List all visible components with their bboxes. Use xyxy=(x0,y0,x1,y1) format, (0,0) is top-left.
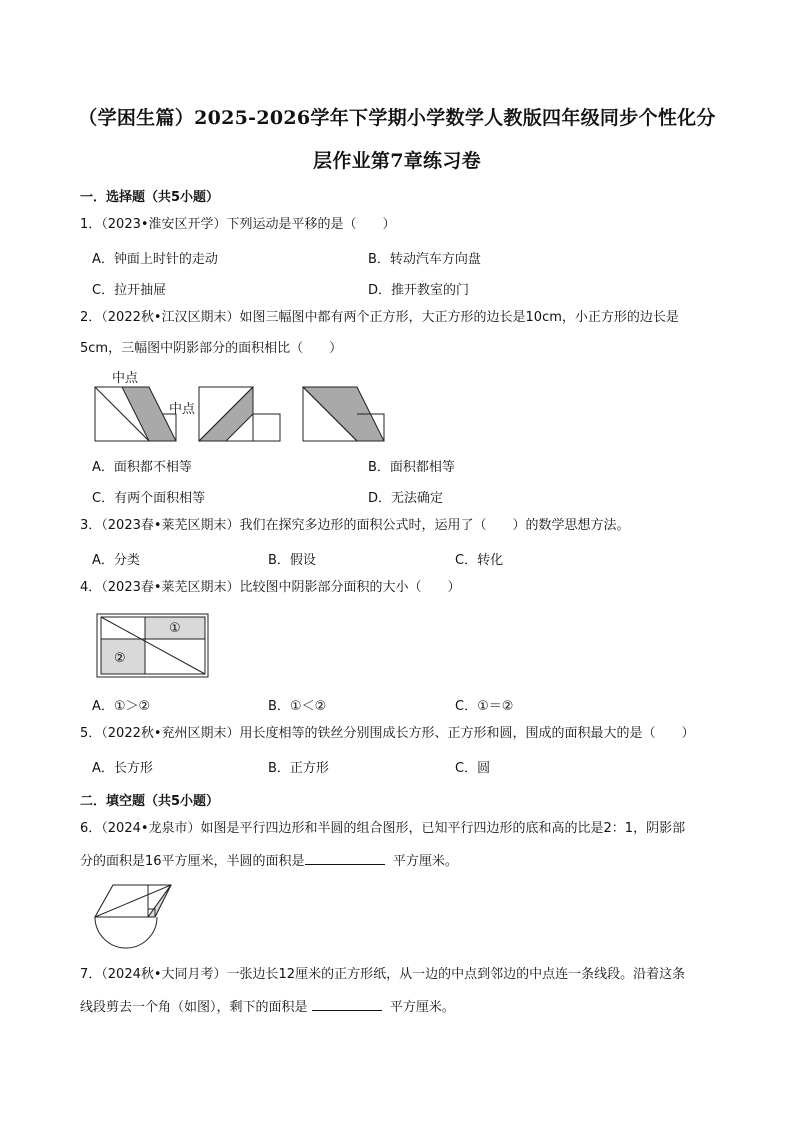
question-7-line-1: 7．（2024秋•大同月考）一张边长12厘米的正方形纸，从一边的中点到邻边的中点连一条线段。沿着这条 xyxy=(80,967,686,982)
q1-option-d: D．推开教室的门 xyxy=(368,283,470,298)
q5-option-b: B．正方形 xyxy=(268,761,329,776)
q3-option-a: A．分类 xyxy=(92,553,140,568)
page-title-line-2: 层作业第7章练习卷 xyxy=(313,150,481,172)
q2-option-a: A．面积都不相等 xyxy=(92,460,192,475)
page-title-line-1: （学困生篇）2025-2026学年下学期小学数学人教版四年级同步个性化分 xyxy=(78,107,716,129)
q4-label-1: ① xyxy=(169,621,181,636)
section-heading-fill: 二．填空题（共5小题） xyxy=(80,794,220,809)
q1-option-c: C．拉开抽屉 xyxy=(92,283,167,298)
q7-answer-blank[interactable] xyxy=(312,998,382,1011)
q6-line2-suffix: 平方厘米。 xyxy=(392,854,458,869)
question-2-line-2: 5cm，三幅图中阴影部分的面积相比（ ） xyxy=(80,341,343,356)
q7-line2-prefix: 线段剪去一个角（如图），剩下的面积是 xyxy=(80,1000,308,1015)
q2-midpoint-label-top: 中点 xyxy=(112,371,139,386)
q2-option-b: B．面积都相等 xyxy=(368,460,455,475)
question-5-text: 5．（2022秋•兖州区期末）用长度相等的铁丝分别围成长方形、正方形和圆，围成的面积最大的是（ ） xyxy=(80,726,695,741)
q2-midpoint-label-side: 中点 xyxy=(169,402,196,417)
q7-line2-suffix: 平方厘米。 xyxy=(389,1000,455,1015)
q5-option-c: C．圆 xyxy=(455,761,491,776)
section-heading-choice: 一．选择题（共5小题） xyxy=(80,190,220,205)
q6-line2-prefix: 分的面积是16平方厘米，半圆的面积是 xyxy=(80,854,305,869)
q4-option-b: B．①＜② xyxy=(268,699,327,714)
q4-label-2: ② xyxy=(114,651,126,666)
q3-option-b: B．假设 xyxy=(268,553,316,568)
q3-option-c: C．转化 xyxy=(455,553,504,568)
q2-option-c: C．有两个面积相等 xyxy=(92,491,206,506)
question-1-text: 1．（2023•淮安区开学）下列运动是平移的是（ ） xyxy=(80,217,396,232)
q1-option-a: A．钟面上时针的走动 xyxy=(92,252,218,267)
q4-option-a: A．①＞② xyxy=(92,699,151,714)
question-4-text: 4．（2023春•莱芜区期末）比较图中阴影部分面积的大小（ ） xyxy=(80,580,461,595)
q2-option-d: D．无法确定 xyxy=(368,491,444,506)
q4-option-c: C．①＝② xyxy=(455,699,514,714)
question-7-line-2 xyxy=(80,998,720,1016)
question-2-line-1: 2．（2022秋•江汉区期末）如图三幅图中都有两个正方形，大正方形的边长是10cm，小正方形的边长是 xyxy=(80,310,679,325)
question-3-text: 3．（2023春•莱芜区期末）我们在探究多边形的面积公式时，运用了（ ）的数学思想方法。 xyxy=(80,518,630,533)
q5-option-a: A．长方形 xyxy=(92,761,153,776)
question-6-line-1: 6．（2024•龙泉市）如图是平行四边形和半圆的组合图形，已知平行四边形的底和高的比是2：1，阴影部 xyxy=(80,821,686,836)
q1-option-b: B．转动汽车方向盘 xyxy=(368,252,481,267)
